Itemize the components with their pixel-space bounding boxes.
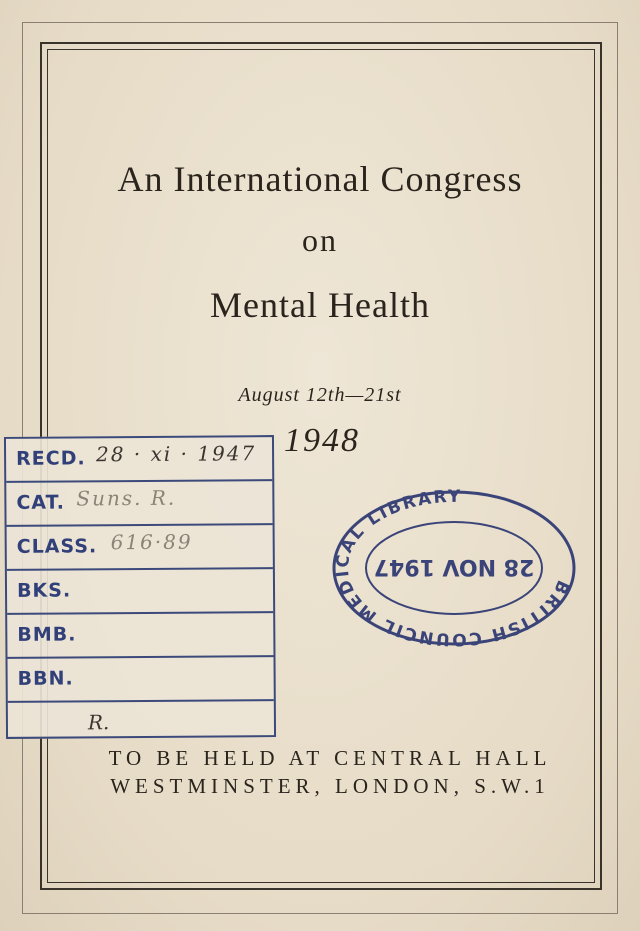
accession-row-value: Suns. R. bbox=[76, 485, 177, 511]
accession-row-label: BKS. bbox=[16, 579, 72, 602]
accession-row-label: BMB. bbox=[17, 623, 77, 646]
accession-row-label: BBN. bbox=[17, 667, 74, 690]
accession-row bbox=[7, 657, 273, 703]
accession-row bbox=[6, 481, 272, 527]
congress-year: 1948 bbox=[284, 422, 360, 459]
title-line-3: Mental Health bbox=[210, 285, 430, 325]
venue-line-1: TO BE HELD AT CENTRAL HALL bbox=[108, 746, 552, 770]
title-line-2: on bbox=[302, 222, 338, 258]
accession-row-value: 616·89 bbox=[110, 529, 193, 555]
accession-stamp bbox=[4, 435, 276, 739]
accession-row bbox=[7, 569, 273, 615]
accession-footer-mark: R. bbox=[87, 710, 110, 735]
venue-line-2: WESTMINSTER, LONDON, S.W.1 bbox=[110, 774, 550, 798]
library-stamp-graphic bbox=[330, 488, 578, 648]
library-stamp-date: 28 NOV 1947 bbox=[373, 554, 535, 579]
accession-row-value: 28 · xi · 1947 bbox=[95, 441, 257, 467]
congress-dates: August 12th—21st bbox=[238, 384, 402, 406]
accession-row bbox=[7, 525, 273, 571]
library-stamp-arc-text: BRITISH COUNCIL MEDICAL LIBRARY bbox=[332, 488, 573, 648]
library-stamp bbox=[330, 488, 578, 648]
accession-row-label: CLASS. bbox=[16, 535, 98, 558]
title-line-1: An International Congress bbox=[117, 159, 523, 199]
accession-row-label: CAT. bbox=[16, 491, 65, 514]
accession-row bbox=[7, 613, 273, 659]
accession-row bbox=[6, 437, 272, 483]
accession-row-label: RECD. bbox=[16, 447, 86, 470]
